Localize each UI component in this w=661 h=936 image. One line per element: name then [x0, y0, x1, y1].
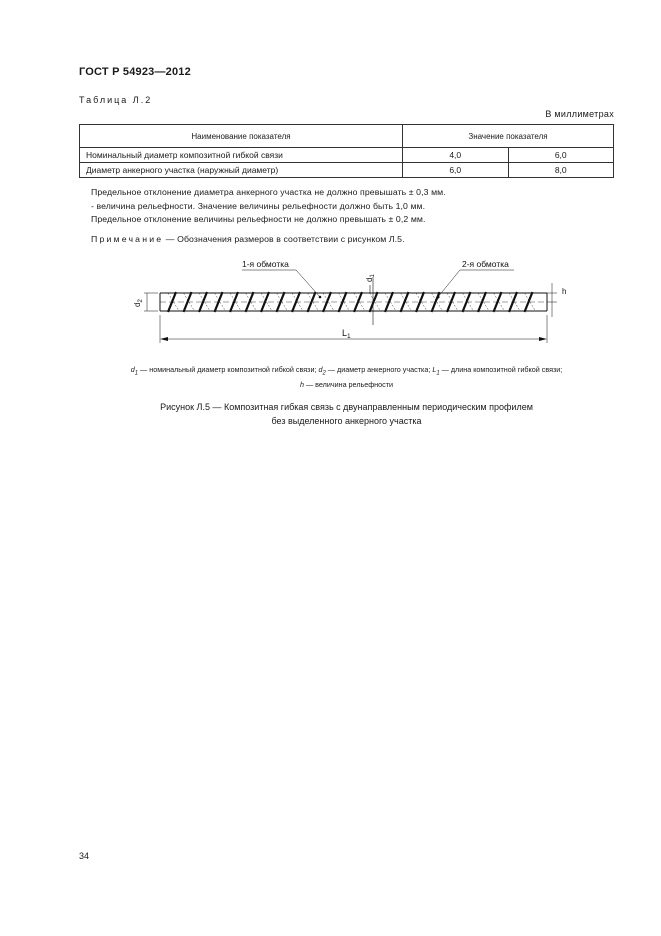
table-header-row	[80, 125, 614, 148]
table-cell-value: 8,0	[508, 163, 614, 178]
arrow-left	[160, 337, 168, 341]
winding-1-label: 1-я обмотка	[242, 259, 289, 269]
note-line-1: Предельное отклонение диаметра анкерного участка не должно превышать ± 0,3 мм.	[91, 187, 446, 197]
table-label: Таблица Л.2	[79, 95, 153, 105]
figure-legend	[79, 364, 614, 391]
h-label: h	[562, 287, 567, 296]
table-row	[80, 148, 614, 163]
caption-line-2: без выделенного анкерного участка	[271, 416, 422, 426]
table-header-name: Наименование показателя	[80, 125, 403, 148]
table-cell-value: 6,0	[403, 163, 509, 178]
d1-label: $d_1$	[365, 274, 376, 282]
rebar-figure	[120, 255, 580, 350]
d2-label: $d_2$	[133, 299, 144, 307]
arrow-right	[539, 337, 547, 341]
note-line-3: Предельное отклонение величины рельефности не должно превышать ± 0,2 мм.	[91, 214, 426, 224]
winding-2-label: 2-я обмотка	[462, 259, 509, 269]
spec-table	[79, 124, 614, 178]
caption-line-1: Рисунок Л.5 — Композитная гибкая связь с двунаправленным периодическим профилем	[160, 402, 533, 412]
figure-caption	[79, 400, 614, 428]
table-cell-value: 6,0	[508, 148, 614, 163]
table-units: В миллиметрах	[545, 109, 614, 119]
table-cell-value: 4,0	[403, 148, 509, 163]
table-cell-name: Номинальный диаметр композитной гибкой связи	[80, 148, 403, 163]
note-remark	[91, 234, 405, 244]
legend-line-2: h — величина рельефности	[299, 380, 394, 390]
table-cell-name: Диаметр анкерного участка (наружный диаметр)	[80, 163, 403, 178]
page-number: 34	[79, 851, 90, 861]
note-line-2: - величина рельефности. Значение величины рельефности должно быть 1,0 мм.	[91, 201, 426, 211]
legend-line-1: $d_1$ — номинальный диаметр композитной гибкой связи; $d_2$ — диаметр анкерного участка; $L_1$ — длина композитной гибкой связи;	[130, 365, 563, 377]
table-header-value: Значение показателя	[403, 125, 614, 148]
note-label: Примечание	[91, 234, 164, 244]
note-text: — Обозначения размеров в соответствии с рисунком Л.5.	[163, 234, 405, 244]
table-row	[80, 163, 614, 178]
L1-label: $L_1$	[342, 328, 351, 340]
document-title: ГОСТ Р 54923—2012	[79, 66, 191, 78]
